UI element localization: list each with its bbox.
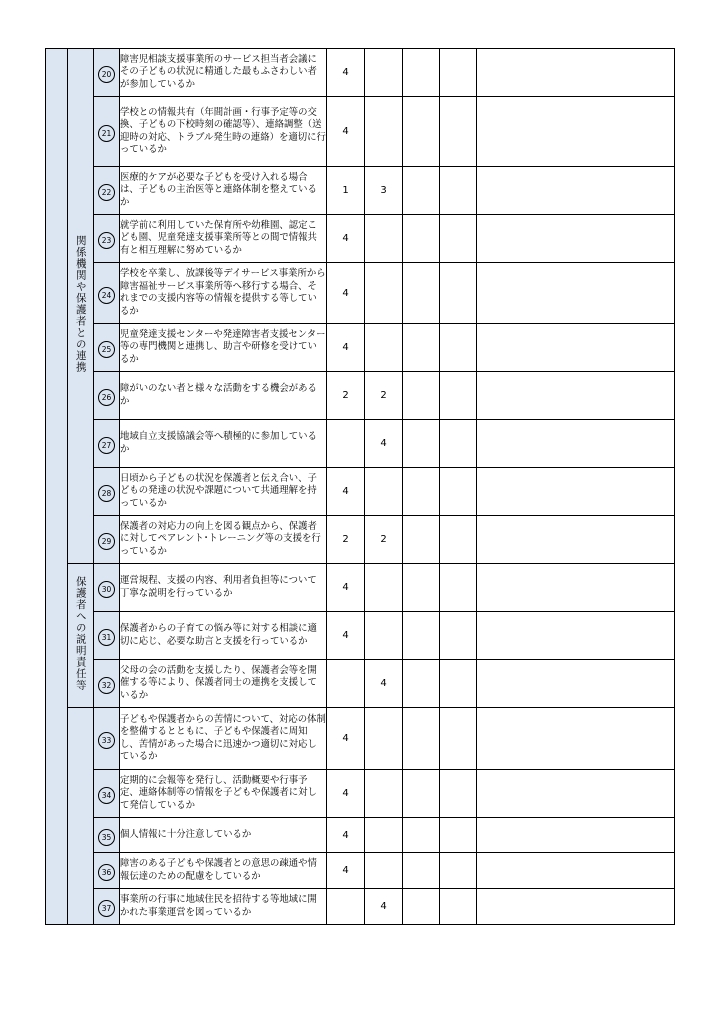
answer-col-4: [440, 420, 477, 468]
answer-col-1: 4: [327, 770, 365, 818]
answer-col-4: [440, 167, 477, 215]
table-row: [46, 853, 675, 889]
category-cell: [68, 49, 94, 564]
table-row: [46, 516, 675, 564]
question-text: 事業所の行事に地域住民を招待する等地域に開かれた事業運営を図っているか: [120, 889, 327, 925]
answer-col-4: [440, 372, 477, 420]
answer-col-3: [403, 516, 440, 564]
table-row: [46, 468, 675, 516]
table-row: [46, 660, 675, 708]
answer-col-3: [403, 889, 440, 925]
answer-col-3: [403, 660, 440, 708]
answer-col-4: [440, 324, 477, 372]
answer-col-4: [440, 215, 477, 263]
answer-col-2: 4: [365, 660, 403, 708]
comment-cell: [477, 167, 675, 215]
table-row: [46, 420, 675, 468]
question-text: 障害児相談支援事業所のサービス担当者会議にその子どもの状況に精通した最もふさわしい者が参加しているか: [120, 49, 327, 97]
answer-col-2: [365, 564, 403, 612]
question-number: 29: [94, 516, 120, 564]
comment-cell: [477, 853, 675, 889]
answer-col-3: [403, 420, 440, 468]
question-text: 定期的に会報等を発行し、活動概要や行事予定、連絡体制等の情報を子どもや保護者に対して発信しているか: [120, 770, 327, 818]
answer-col-2: 4: [365, 420, 403, 468]
answer-col-2: [365, 818, 403, 853]
answer-col-4: [440, 97, 477, 167]
table-row: [46, 97, 675, 167]
table-row: [46, 263, 675, 324]
answer-col-1: 4: [327, 818, 365, 853]
question-number: 21: [94, 97, 120, 167]
question-number: 22: [94, 167, 120, 215]
answer-col-4: [440, 708, 477, 770]
comment-cell: [477, 612, 675, 660]
question-number: 31: [94, 612, 120, 660]
answer-col-3: [403, 372, 440, 420]
comment-cell: [477, 889, 675, 925]
answer-col-3: [403, 97, 440, 167]
comment-cell: [477, 215, 675, 263]
answer-col-2: [365, 708, 403, 770]
answer-col-2: [365, 263, 403, 324]
question-text: 父母の会の活動を支援したり、保護者会等を開催する等により、保護者同士の連携を支援しているか: [120, 660, 327, 708]
question-number: 20: [94, 49, 120, 97]
comment-cell: [477, 708, 675, 770]
answer-col-3: [403, 564, 440, 612]
answer-col-1: [327, 660, 365, 708]
table-row: [46, 818, 675, 853]
question-text: 地域自立支援協議会等へ積極的に参加しているか: [120, 420, 327, 468]
category-cell-unlabeled: [68, 708, 94, 925]
answer-col-1: 4: [327, 97, 365, 167]
answer-col-3: [403, 770, 440, 818]
answer-col-1: 1: [327, 167, 365, 215]
question-number: 24: [94, 263, 120, 324]
table-row: [46, 167, 675, 215]
answer-col-4: [440, 516, 477, 564]
answer-col-2: [365, 215, 403, 263]
table-row: [46, 708, 675, 770]
question-number: 34: [94, 770, 120, 818]
category-label: 保護者への説明責任等: [74, 576, 87, 691]
category-label: 関係機関や保護者との連携: [74, 235, 87, 373]
answer-col-1: [327, 889, 365, 925]
question-number: 27: [94, 420, 120, 468]
question-text: 学校との情報共有（年間計画・行事予定等の交換、子どもの下校時刻の確認等）、連絡調整（送迎時の対応、トラブル発生時の連絡）を適切に行っているか: [120, 97, 327, 167]
question-text: 学校を卒業し、放課後等デイサービス事業所から障害福祉サービス事業所等へ移行する場合、それまでの支援内容等の情報を提供する等しているか: [120, 263, 327, 324]
question-text: 障がいのない者と様々な活動をする機会があるか: [120, 372, 327, 420]
answer-col-2: [365, 49, 403, 97]
question-text: 障害のある子どもや保護者との意思の疎通や情報伝達のための配慮をしているか: [120, 853, 327, 889]
question-number: 25: [94, 324, 120, 372]
comment-cell: [477, 420, 675, 468]
table-row: [46, 564, 675, 612]
answer-col-4: [440, 468, 477, 516]
answer-col-3: [403, 853, 440, 889]
answer-col-2: [365, 853, 403, 889]
comment-cell: [477, 660, 675, 708]
answer-col-3: [403, 324, 440, 372]
comment-cell: [477, 97, 675, 167]
comment-cell: [477, 49, 675, 97]
comment-cell: [477, 263, 675, 324]
answer-col-4: [440, 660, 477, 708]
answer-col-2: 3: [365, 167, 403, 215]
question-number: 37: [94, 889, 120, 925]
question-text: 児童発達支援センターや発達障害者支援センター等の専門機関と連携し、助言や研修を受けているか: [120, 324, 327, 372]
answer-col-1: 4: [327, 564, 365, 612]
question-text: 日頃から子どもの状況を保護者と伝え合い、子どもの発達の状況や課題について共通理解を持っているか: [120, 468, 327, 516]
answer-col-3: [403, 818, 440, 853]
question-text: 就学前に利用していた保育所や幼稚園、認定こども園、児童発達支援事業所等との間で情報共有と相互理解に努めているか: [120, 215, 327, 263]
table-row: [46, 49, 675, 97]
comment-cell: [477, 468, 675, 516]
table-row: [46, 889, 675, 925]
comment-cell: [477, 818, 675, 853]
question-text: 保護者の対応力の向上を図る観点から、保護者に対してペアレント･トレーニング等の支援を行っているか: [120, 516, 327, 564]
answer-col-2: [365, 324, 403, 372]
comment-cell: [477, 372, 675, 420]
comment-cell: [477, 564, 675, 612]
question-number: 35: [94, 818, 120, 853]
answer-col-2: 2: [365, 372, 403, 420]
comment-cell: [477, 770, 675, 818]
answer-col-1: 4: [327, 468, 365, 516]
category-cell: [68, 564, 94, 708]
answer-col-1: 2: [327, 372, 365, 420]
answer-col-2: [365, 97, 403, 167]
answer-col-1: 4: [327, 612, 365, 660]
answer-col-4: [440, 889, 477, 925]
question-number: 30: [94, 564, 120, 612]
answer-col-3: [403, 468, 440, 516]
question-text: 保護者からの子育ての悩み等に対する相談に適切に応じ、必要な助言と支援を行っているか: [120, 612, 327, 660]
table-row: [46, 324, 675, 372]
answer-col-1: 4: [327, 708, 365, 770]
table-row: [46, 215, 675, 263]
answer-col-2: [365, 770, 403, 818]
answer-col-3: [403, 49, 440, 97]
answer-col-3: [403, 263, 440, 324]
answer-col-1: 4: [327, 49, 365, 97]
question-text: 子どもや保護者からの苦情について、対応の体制を整備するとともに、子どもや保護者に周知し、苦情があった場合に迅速かつ適切に対応しているか: [120, 708, 327, 770]
table-row: [46, 770, 675, 818]
answer-col-1: 2: [327, 516, 365, 564]
evaluation-table: [45, 48, 675, 925]
answer-col-2: 4: [365, 889, 403, 925]
answer-col-2: [365, 612, 403, 660]
question-number: 36: [94, 853, 120, 889]
answer-col-1: 4: [327, 263, 365, 324]
table-row: [46, 612, 675, 660]
answer-col-1: 4: [327, 215, 365, 263]
answer-col-4: [440, 612, 477, 660]
question-number: 26: [94, 372, 120, 420]
answer-col-4: [440, 853, 477, 889]
answer-col-3: [403, 215, 440, 263]
answer-col-4: [440, 49, 477, 97]
answer-col-1: 4: [327, 853, 365, 889]
question-number: 32: [94, 660, 120, 708]
comment-cell: [477, 516, 675, 564]
question-number: 28: [94, 468, 120, 516]
answer-col-4: [440, 263, 477, 324]
left-strip: [46, 49, 68, 925]
answer-col-3: [403, 612, 440, 660]
answer-col-3: [403, 708, 440, 770]
question-text: 運営規程、支援の内容、利用者負担等について丁寧な説明を行っているか: [120, 564, 327, 612]
question-text: 個人情報に十分注意しているか: [120, 818, 327, 853]
answer-col-1: [327, 420, 365, 468]
question-text: 医療的ケアが必要な子どもを受け入れる場合は、子どもの主治医等と連絡体制を整えているか: [120, 167, 327, 215]
answer-col-2: 2: [365, 516, 403, 564]
answer-col-3: [403, 167, 440, 215]
table-row: [46, 372, 675, 420]
answer-col-2: [365, 468, 403, 516]
answer-col-4: [440, 770, 477, 818]
comment-cell: [477, 324, 675, 372]
question-number: 23: [94, 215, 120, 263]
answer-col-4: [440, 818, 477, 853]
question-number: 33: [94, 708, 120, 770]
answer-col-1: 4: [327, 324, 365, 372]
answer-col-4: [440, 564, 477, 612]
